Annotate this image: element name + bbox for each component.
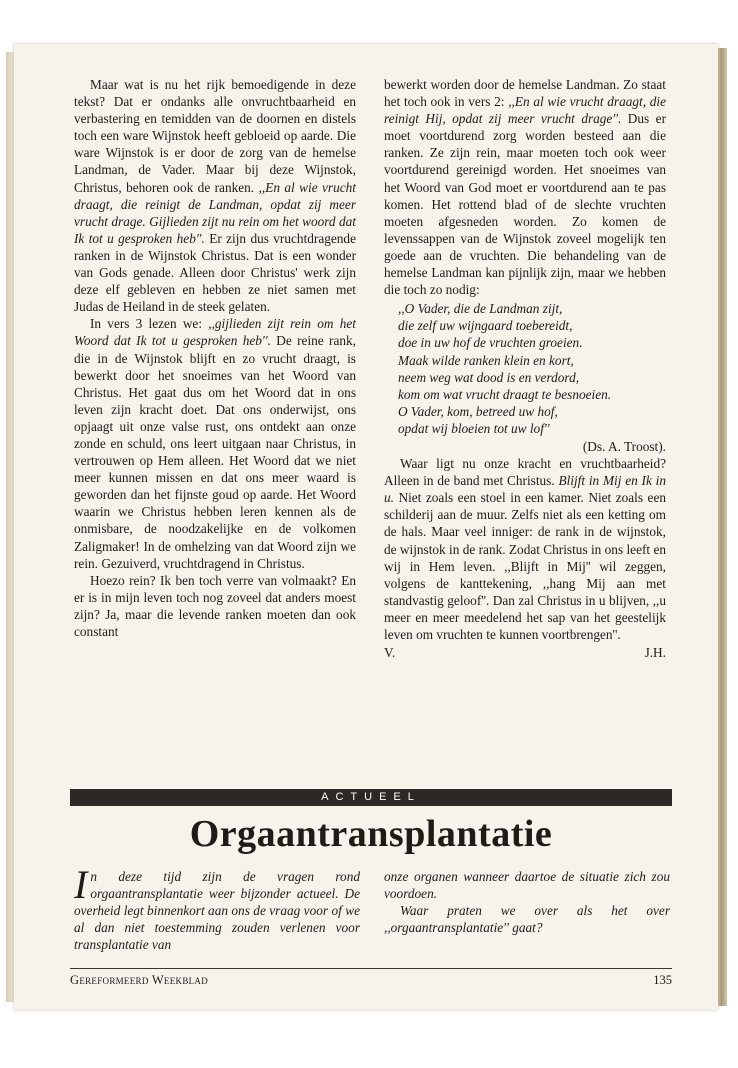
article-intro-left — [74, 862, 360, 953]
scripture-quote: ,,gijlieden zijt rein om het Woord dat Ik tot u gesproken heb''. — [74, 316, 356, 349]
right-paragraph-1: bewerkt worden door de hemelse Landman. Zo staat het toch ook in vers 2: ,,En al wie vrucht draagt, die reinigt Hij, opdat zij meer vrucht drage''. Dus er moet voortdurend zorg worden besteed aan die ranken. Ze zijn rein, maar moeten toch ook weer voortdurend gereinigd worden. Het snoeimes van het Woord van God moet er voortdurend aan te pas komen. Het rottend blad of de slechte vruchten moeten afgesneden worden. Zo komen de levenssappen van de Wijnstok zoveel mogelijk ten goede aan de vruchten. Die behandeling van de hemelse Landman kan pijnlijk zijn, maar we hebben die toch zo nodig: — [384, 77, 666, 298]
poem-line: doe in uw hof de vruchten groeien. — [398, 335, 583, 351]
hymn-quote — [398, 300, 666, 437]
hymn-attribution: (Ds. A. Troost). — [582, 438, 666, 454]
footer-rule — [70, 968, 672, 969]
scripture-quote: ,,En al wie vrucht draagt, die reinigt Hij, opdat zij meer vrucht drage''. — [384, 94, 666, 127]
scripture-quote: Blijft in Mij en Ik in u. — [384, 473, 666, 506]
article-headline: Orgaantransplantatie — [189, 813, 553, 855]
page-number: 135 — [653, 973, 672, 987]
left-paragraph-2: In vers 3 lezen we: ,,gijlieden zijt rein om het Woord dat Ik tot u gesproken heb''. De reine rank, die in de Wijnstok blijft en zo vrucht draagt, is bewerkt door het snoeimes van het Woord van Christus. Het gaat dus om het Woord dat in ons leven zijn kracht doet. Dat ons onderwijst, ons opjaagt uit onze valse rust, ons ontdekt aan onze zonde en schuld, ons leert uitgaan naar Christus, in vertrouwen op Hem alleen. Het Woord dat we niet meer kunnen missen en dat ons meer waard is geworden dan het fijnste goud op aarde. Het Woord waarin we Christus hebben leren kennen als de onmisbare, de noodzakelijke en de volkomen Zaligmaker! In de omhelzing van dat Woord zijn we rein. Gezuiverd, vruchtdragend in Christus. — [74, 316, 356, 571]
scripture-quote: ,,En al wie vrucht draagt, die reinigt de Landman, opdat zij meer vrucht drage. Gijlieden zijt nu rein om het woord dat Ik tot u gesproken heb''. — [74, 179, 357, 246]
author-signoff — [384, 644, 666, 661]
intro-text: n deze tijd zijn de vragen rond orgaantransplantatie weer bijzonder actueel. De overheid legt binnenkort aan ons de vraag voor of we al dan niet toestemming zouden verlenen voor transplantatie van — [74, 869, 360, 953]
publication-name: Gereformeerd Weekblad — [70, 973, 209, 987]
article-intro-right — [384, 868, 670, 936]
intro-continuation: onze organen wanneer daartoe de situatie zich zou voordoen. — [384, 869, 670, 902]
poem-line: ,,O Vader, die de Landman zijt, — [398, 301, 563, 317]
signoff-initial-left: V. — [384, 645, 396, 661]
section-label-band: ACTUEEL — [70, 789, 672, 806]
poem-line: die zelf uw wijngaard toebereidt, — [398, 318, 573, 334]
poem-line: opdat wij bloeien tot uw lof'' — [398, 420, 550, 436]
poem-line: O Vader, kom, betreed uw hof, — [398, 403, 558, 419]
left-paragraph-1: Maar wat is nu het rijk bemoedigende in deze tekst? Dat er ondanks alle onvruchtbaarheid en verbastering en temidden van de doornen en distels toch een ware Wijnstok heeft gebloeid op aarde. Die ware Wijnstok is er door de zorg van de hemelse Landman, de Vader. Maar bij deze Wijnstok, Christus, behoren ook de ranken. ,,En al wie vrucht draagt, die reinigt de Landman, opdat zij meer vrucht drage. Gijlieden zijt nu rein om het woord dat Ik tot u gesproken heb''. Er zijn dus vruchtdragende ranken in de Wijnstok Christus. Dat is een wonder van Gods genade. Alleen door Christus' werk zijn deze elf gebleven en hebben ze niet samen met Judas de Heiland in de steek gelaten. — [74, 77, 357, 315]
poem-line: kom om wat vrucht draagt te besnoeien. — [398, 386, 612, 402]
signoff-initials-right: J.H. — [644, 645, 666, 661]
intro-question: Waar praten we over als het over ,,orgaantransplantatie'' gaat? — [384, 903, 670, 936]
right-paragraph-2: Waar ligt nu onze kracht en vruchtbaarheid? Alleen in de band met Christus. Blijft in Mij en Ik in u. Niet zoals een stoel in een kamer. Niet zoals een schilderij aan de muur. Zelfs niet als een ketting om de hals. Maar veel inniger: de rank in de wijnstok, de wijnstok in de rank. Zodat Christus in ons leeft en wij in Hem leven. ,,Blijft in Mij'' wil zeggen, volgens de kanttekening, ,,hang Mij aan met standvastig geloof''. Dan zal Christus in u blijven, ,,u meer en meer meedelend het sap van het geestelijk leven om vruchten te kunnen voortbrengen''. — [384, 456, 666, 642]
left-column — [74, 76, 356, 640]
drop-cap: I — [74, 862, 88, 907]
left-paragraph-3: Hoezo rein? Ik ben toch verre van volmaakt? En er is in mijn leven toch nog zoveel dat anders moest zijn? Ja, maar die levende ranken moeten dan ook constant — [74, 572, 356, 639]
poem-line: Maak wilde ranken klein en kort, — [398, 352, 574, 368]
page-edge-left — [6, 52, 14, 1002]
right-column — [384, 76, 666, 661]
poem-line: neem weg wat dood is en verdord, — [398, 369, 580, 385]
page-edge-right — [718, 48, 727, 1006]
